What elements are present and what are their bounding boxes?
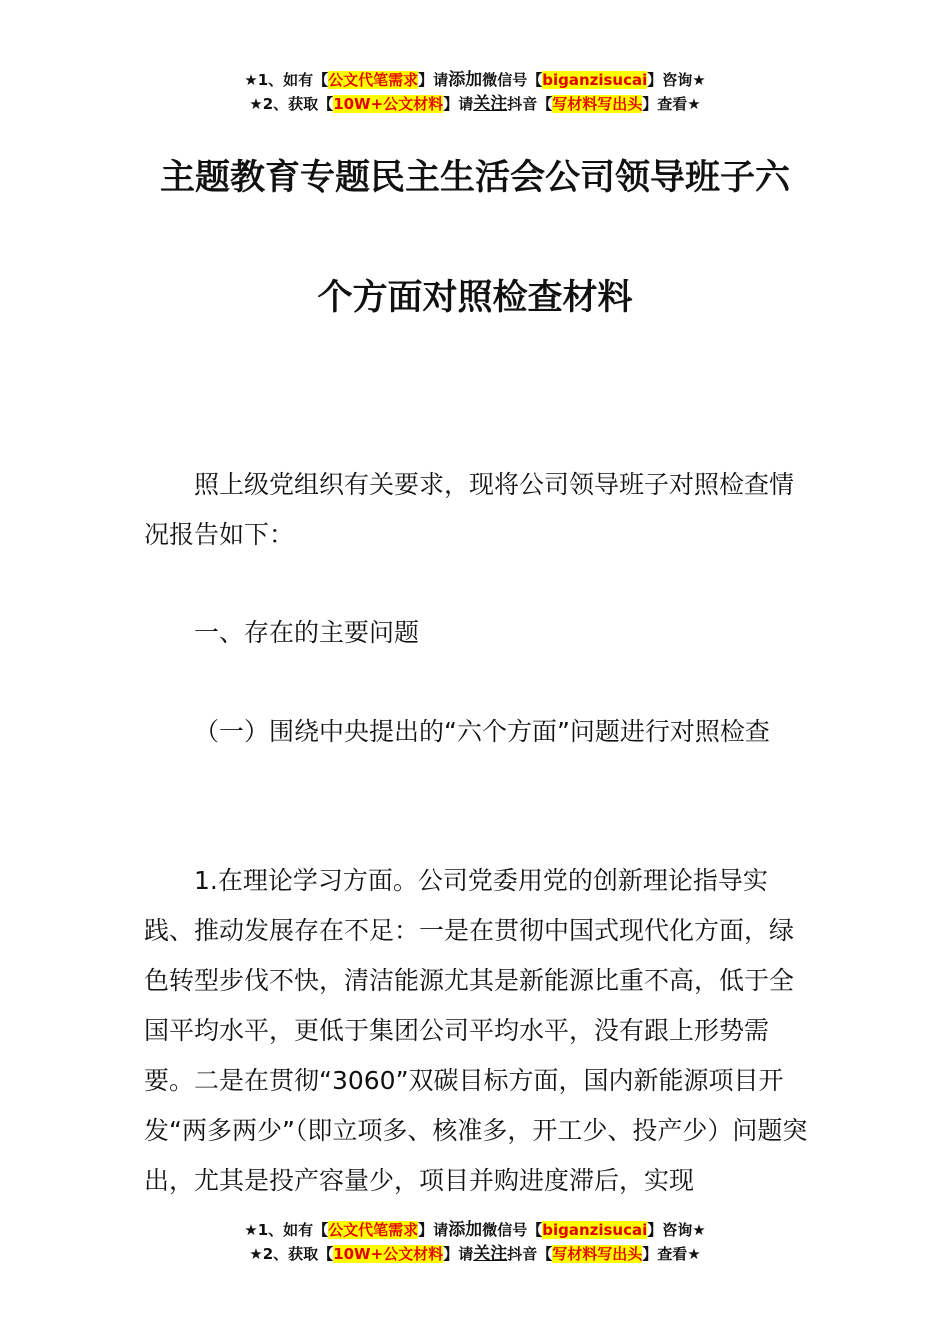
banner-text: 】请 <box>418 71 449 89</box>
banner-highlight: 10W+公文材料 <box>333 95 444 113</box>
intro-paragraph: 照上级党组织有关要求，现将公司领导班子对照检查情况报告如下： <box>144 470 795 549</box>
top-banner <box>0 68 950 116</box>
bottom-banner <box>0 1218 950 1266</box>
banner-text: ★2、获取【 <box>249 1245 334 1263</box>
section-heading: 一、存在的主要问题 <box>194 618 420 647</box>
banner-text: 】请 <box>443 1245 474 1263</box>
banner-text: 】请 <box>443 95 474 113</box>
banner-line-1 <box>0 1218 950 1242</box>
subsection-heading: （一）围绕中央提出的“六个方面”问题进行对照检查 <box>194 717 770 746</box>
banner-highlight: 公文代笔需求 <box>328 71 419 89</box>
banner-text: 】查看★ <box>642 95 701 113</box>
document-title-line-2: 个方面对照检查材料 <box>317 278 633 318</box>
banner-emphasis: 添加 <box>448 70 483 90</box>
banner-text: 抖音【 <box>507 95 553 113</box>
banner-text: 微信号【 <box>482 71 543 89</box>
banner-text: ★1、如有【 <box>244 71 329 89</box>
banner-emphasis: 关注 <box>473 1244 508 1264</box>
douyin-id: 写材料写出头 <box>552 1245 643 1263</box>
body-paragraph: 1.在理论学习方面。公司党委用党的创新理论指导实践、推动发展存在不足：一是在贯彻中国式现代化方面，绿色转型步伐不快，清洁能源尤其是新能源比重不高，低于全国平均水平，更低于集团公司平均水平，没有跟上形势需要。二是在贯彻“3060”双碳目标方面，国内新能源项目开发“两多两少”（即立项多、核准多，开工少、投产少）问题突出，尤其是投产容量少，项目并购进度滞后，实现 <box>144 866 808 1195</box>
banner-text: 】咨询★ <box>647 71 706 89</box>
banner-line-2 <box>0 92 950 116</box>
wechat-id: biganzisucai <box>542 1221 648 1239</box>
douyin-id: 写材料写出头 <box>552 95 643 113</box>
banner-highlight: 公文代笔需求 <box>328 1221 419 1239</box>
banner-text: 抖音【 <box>507 1245 553 1263</box>
banner-text: 】请 <box>418 1221 449 1239</box>
banner-text: 】查看★ <box>642 1245 701 1263</box>
banner-emphasis: 添加 <box>448 1220 483 1240</box>
banner-line-2 <box>0 1242 950 1266</box>
banner-emphasis: 关注 <box>473 94 508 114</box>
banner-line-1 <box>0 68 950 92</box>
document-title-line-1: 主题教育专题民主生活会公司领导班子六 <box>159 158 790 198</box>
banner-text: 微信号【 <box>482 1221 543 1239</box>
wechat-id: biganzisucai <box>542 71 648 89</box>
banner-text: 】咨询★ <box>647 1221 706 1239</box>
banner-highlight: 10W+公文材料 <box>333 1245 444 1263</box>
banner-text: ★1、如有【 <box>244 1221 329 1239</box>
banner-text: ★2、获取【 <box>249 95 334 113</box>
